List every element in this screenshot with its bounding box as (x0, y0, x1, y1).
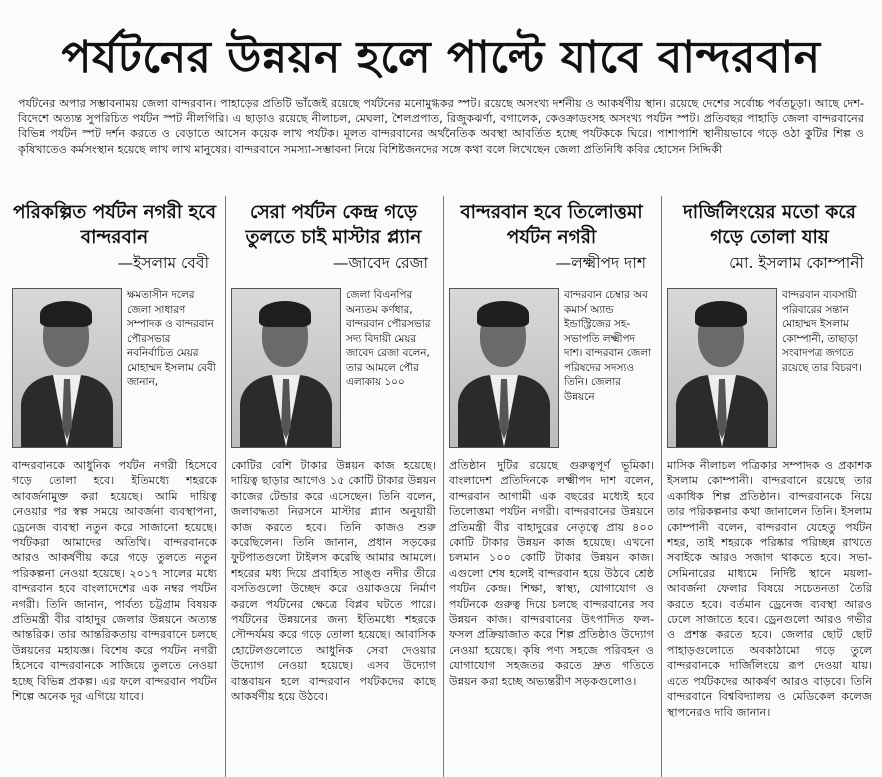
column-body: কোটির বেশি টাকার উন্নয়ন কাজ হয়েছে। দায়িত্ব ছাড়ার আগেও ১৫ কোটি টাকার উন্নয়ন কাজের টেন্ডার করে এসেছেন। তিনি বলেন, জলাবদ্ধতা নিরসনে মাস্টার প্ল্যান অনুযায়ী কাজ করতে হবে। তিনি কাজও শুরু করেছিলেন। তিনি জানান, প্রধান সড়কের ফুটপাতগুলো টাইলস করেছি আমার আমলে। শহরের মধ্য দিয়ে প্রবাহিত সাঙ্গু নদীর তীরে বসতিগুলো উচ্ছেদ করে ওয়াকওয়ে নির্মাণ করলে পর্যটনের ক্ষেত্রে বিপ্লব ঘটতে পারে। পর্যটনের উন্নয়নের জন্য ইতিমধ্যে শহরকে সৌন্দর্যময় করে গড়ে তোলা হয়েছে। আবাসিক হোটেলগুলোতে আধুনিক সেবা দেওয়ার উদ্যোগ নেওয়া হয়েছে। এসব উদ্যোগ বাস্তবায়ন হলে বান্দরবান পর্যটকদের কাছে আকর্ষণীয় হয়ে উঠবে। (231, 459, 436, 704)
column-lakshmipad-das (449, 196, 654, 777)
photo-caption: বান্দরবান ব্যবসায়ী পরিবারের সন্তান মোহাম্মদ ইসলাম কোম্পানী, তাছাড়া সংবাদপত্র জগতে রয়েছে তার বিচরণ। (782, 289, 862, 374)
photo-caption: বান্দরবান চেম্বার অব কমার্স অ্যান্ড ইন্ডাস্ট্রিজের সহ-সভাপতি লক্ষ্মীপদ দাশ। বান্দরবান জেলা পরিষদের সদস্যও তিনি। জেলার উন্নয়নে (564, 289, 652, 403)
column-body: মাসিক নীলাচল পত্রিকার সম্পাদক ও প্রকাশক ইসলাম কোম্পানী। বান্দরবানে রয়েছে তার একাধিক শিল্প প্রতিষ্ঠান। বান্দরবানকে নিয়ে তার পরিকল্পনার কথা জানালেন তিনি। ইসলাম কোম্পানী বলেন, বান্দরবান যেহেতু পর্যটন শহর, তাই শহরকে পরিষ্কার পরিচ্ছন্ন রাখতে সবাইকে আরও সজাগ থাকতে হবে। সভা-সেমিনারের মাধ্যমে নির্দিষ্ট স্থানে ময়লা-আবর্জনা ফেলার বিষয়ে সচেতনতা তৈরি করতে হবে। বর্তমান ড্রেনেজ ব্যবস্থা আরও ঢেলে সাজাতে হবে। ড্রেনগুলো আরও গভীর ও প্রশস্ত করতে হবে। জেলার ছোট ছোট পাহাড়গুলোতে অবকাঠামো গড়ে তুলে বান্দরবানকে দার্জিলিংয়ে রূপ দেওয়া যায়। এতে পর্যটকদের আকর্ষণ আরও বাড়বে। তিনি বান্দরবানে বিশ্ববিদ্যালয় ও মেডিকেল কলেজ স্থাপনেরও দাবি জানান। (667, 459, 872, 719)
headline: পর্যটনের উন্নয়ন হলে পাল্টে যাবে বান্দরবান (61, 32, 821, 83)
column-divider (225, 196, 226, 777)
photo-caption: ক্ষমতাসীন দলের জেলা সাধারণ সম্পাদক ও বান্দরবান পৌরসভার নবনির্বাচিত মেয়র মোহাম্মদ ইসলাম বেবী জানান, (127, 289, 216, 388)
column-title: দার্জিলিংয়ের মতো করে গড়ে তোলা যায় (683, 202, 856, 248)
column-author: —লক্ষ্মীপদ দাশ (555, 254, 646, 272)
column-body: বান্দরবানকে আধুনিক পর্যটন নগরী হিসেবে গড়ে তোলা হবে। ইতিমধ্যে শহরকে আবর্জনামুক্ত করা হয়েছে। আমি দায়িত্ব নেওয়ার পর স্বল্প সময়ে আবর্জনা ব্যবস্থাপনা, ড্রেনেজ ব্যবস্থা নতুন করে সাজানো হয়েছে। পর্যটকরা আমাদের অতিথি। বান্দরবানকে আরও আকর্ষণীয় করে গড়ে তুলতে নতুন পরিকল্পনা নেওয়া হয়েছে। ২০১৭ সালের মধ্যে বান্দরবান হবে বাংলাদেশের এক নম্বর পর্যটন নগরী। তিনি জানান, পার্বত্য চট্টগ্রাম বিষয়ক প্রতিমন্ত্রী বীর বাহাদুর জেলার উন্নয়নে অত্যন্ত আন্তরিক। তার আন্তরিকতায় বান্দরবানে চলছে উন্নয়নের মহাযজ্ঞ। বিশেষ করে পর্যটন নগরী হিসেবে বান্দরবানকে সাজিয়ে তুলতে নেওয়া হচ্ছে বিভিন্ন প্রকল্প। এর ফলে বান্দরবান পর্যটন শিল্পে অনেক দূর এগিয়ে যাবে। (12, 459, 217, 704)
column-author: —ইসলাম বেবী (117, 254, 209, 272)
column-jabed-reza (231, 196, 436, 777)
column-title: পরিকল্পিত পর্যটন নগরী হবে বান্দরবান (12, 202, 217, 248)
portrait-photo (231, 288, 341, 448)
column-divider (661, 196, 662, 777)
portrait-photo (667, 288, 777, 448)
column-author: —জাবেদ রেজা (333, 254, 428, 272)
photo-caption: জেলা বিএনপির অন্যতম কর্ণধার, বান্দরবান পৌরসভার সদ্য বিদায়ী মেয়র জাবেদ রেজা বলেন, তার আমলে পৌর এলাকায় ১০০ (346, 289, 431, 388)
column-title: সেরা পর্যটন কেন্দ্র গড়ে তুলতে চাই মাস্টার প্ল্যান (245, 202, 422, 248)
intro-paragraph: পর্যটনের অপার সম্ভাবনাময় জেলা বান্দরবান। পাহাড়ের প্রতিটি ভাঁজেই রয়েছে পর্যটনের মনোমুগ্ধকর স্পট। রয়েছে অসংখ্য দর্শনীয় ও আকর্ষণীয় স্থান। রয়েছে দেশের সর্বোচ্চ পর্বতচূড়া। আছে দেশ-বিদেশে অত্যন্ত সুপরিচিত পর্যটন স্পট নীলগিরি। এ ছাড়াও রয়েছে নীলাচল, মেঘলা, শৈলপ্রপাত, রিজুকঝর্ণা, বগালেক, কেওক্রাডংসহ অসংখ্য পর্যটন স্পট। প্রতিবছর পাহাড়ি জেলা বান্দরবানের বিভিন্ন পর্যটন স্পট দর্শন করতে ও বেড়াতে আসেন কয়েক লাখ পর্যটক। মূলত বান্দরবানের অর্থনৈতিক অবস্থা আবর্তিত হচ্ছে পর্যটককে ঘিরে। পাশাপাশি স্থানীয়ভাবে গড়ে ওঠা কুটির শিল্প ও কৃষিখাতেও কর্মসংস্থান হয়েছে লাখ লাখ মানুষের। বান্দরবানে সমস্যা-সম্ভাবনা নিয়ে বিশিষ্টজনদের সঙ্গে কথা বলে লিখেছেন জেলা প্রতিনিধি কবির হোসেন সিদ্দিকী (18, 97, 864, 156)
column-divider (443, 196, 444, 777)
portrait-photo (449, 288, 559, 448)
column-islam-company (667, 196, 872, 777)
column-author: মো. ইসলাম কোম্পানী (729, 254, 864, 272)
column-islam-bebi (12, 196, 217, 777)
column-title: বান্দরবান হবে তিলোত্তমা পর্যটন নগরী (460, 202, 643, 248)
portrait-photo (12, 288, 122, 448)
column-body: প্রতিষ্ঠান দুটির রয়েছে গুরুত্বপূর্ণ ভূমিকা। বাংলাদেশ প্রতিদিনকে লক্ষ্মীপদ দাশ বলেন, বান্দরবান আগামী এক বছরের মধ্যেই হবে তিলোত্তমা পর্যটন নগরী। বান্দরবানের উন্নয়নে প্রতিমন্ত্রী বীর বাহাদুরের নেতৃত্বে প্রায় ৪০০ কোটি টাকার উন্নয়ন কাজ হয়েছে। এখনো চলমান ১০০ কোটি টাকার উন্নয়ন কাজ। এগুলো শেষ হলেই বান্দরবান হয়ে উঠবে শ্রেষ্ঠ পর্যটন কেন্দ্র। শিক্ষা, স্বাস্থ্য, যোগাযোগ ও পর্যটনকে গুরুত্ব দিয়ে চলছে বান্দরবানের সব উন্নয়ন কাজ। বান্দরবানের উৎপাদিত ফল-ফসল প্রক্রিয়াজাত করে শিল্প প্রতিষ্ঠাও উদ্যোগ নেওয়া হয়েছে। কৃষি পণ্য সহজে পরিবহন ও যোগাযোগ সহজতর করতে দ্রুত গতিতে উন্নয়ন করা হচ্ছে অভ্যন্তরীণ সড়কগুলোও। (449, 459, 654, 688)
